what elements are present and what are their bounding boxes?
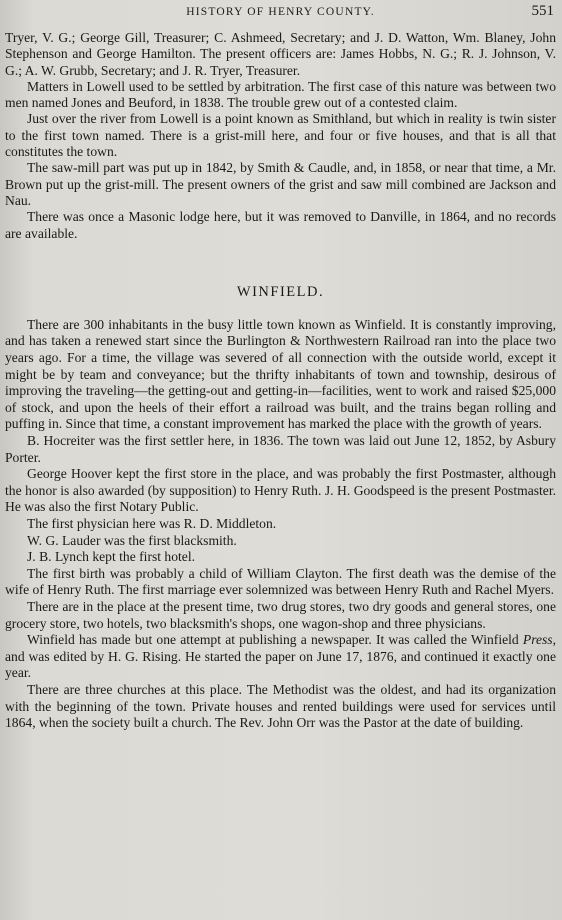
newspaper-paragraph: [5, 632, 556, 682]
newspaper-title: Press: [522, 632, 553, 648]
churches-paragraph: There are three churches at this place. The Methodist was the oldest, and had its organization with the beginning of the town. Private houses and rented buildings were used for services until 1864, when the society built a church. The Rev. John Orr was the Pastor at the date of building.: [5, 681, 556, 731]
paragraph: The first physician here was R. D. Middleton.: [27, 515, 277, 531]
paragraph: There was once a Masonic lodge here, but it was removed to Danville, in 1864, and no records are available.: [5, 209, 556, 241]
paragraph: Just over the river from Lowell is a point known as Smithland, but which in reality is twin sister to the first town named. There is a grist-mill here, and four or five houses, and that is all that constitutes the town.: [5, 111, 556, 160]
paragraph: George Hoover kept the first store in the place, and was probably the first Postmaster, although the honor is also awarded (by supposition) to Henry Ruth. J. H. Goodspeed is the present Postmaster. He was also the first Notary Public.: [5, 466, 556, 515]
paragraph: The first birth was probably a child of William Clayton. The first death was the demise of the wife of Henry Ruth. The first marriage ever solemnized was between Henry Ruth and Rachel Myers.: [5, 565, 556, 598]
paragraph: W. G. Lauder was the first blacksmith.: [27, 532, 237, 548]
section-heading: WINFIELD.: [236, 283, 325, 300]
winfield-section: [5, 317, 556, 732]
paragraph: Tryer, V. G.; George Gill, Treasurer; C. Ashmeed, Secretary; and J. D. Watton, Wm. Blaney, John Stephenson and George Hamilton. The present officers are: James Hobbs, N. G.; R. J. Johnson, V. G.; A. W. Grubb, Secretary; and J. R. Tryer, Treasurer.: [5, 30, 556, 78]
paragraph: Matters in Lowell used to be settled by arbitration. The first case of this nature was between two men named Jones and Beuford, in 1838. The trouble grew out of a contested claim.: [5, 78, 556, 111]
page-number: 551: [531, 3, 554, 19]
running-head: [5, 0, 556, 30]
paragraph: The saw-mill part was put up in 1842, by Smith & Caudle, and, in 1858, or near that time, a Mr. Brown put up the grist-mill. The present owners of the grist and saw mill combined are Jackson and Nau.: [5, 160, 556, 208]
lowell-section: [5, 30, 556, 242]
paragraph: There are 300 inhabitants in the busy little town known as Winfield. It is constantly improving, and has taken a renewed start since the Burlington & Northwestern Railroad ran into the place two years ago. For a time, the village was severed of all connection with the outside world, except it might be by team and conveyance; but the thrifty inhabitants of town and township, desirous of improving the traveling—the getting-out and getting-in—facilities, went to work and raised $25,000 of stock, and upon the heels of their effort a railroad was built, and the trains began rolling and puffing in. Since that time, a constant improvement has marked the place with the growth of years.: [5, 316, 556, 432]
running-title: HISTORY OF HENRY COUNTY.: [186, 6, 375, 18]
paragraph: There are in the place at the present time, two drug stores, two dry goods and general stores, one grocery store, two hotels, two blacksmith's shops, one wagon-shop and three physicians.: [5, 598, 556, 631]
newspaper-text-before: Winfield has made but one attempt at publishing a newspaper. It was called the Winfield: [27, 632, 523, 648]
newspaper-text-after: , and was edited by H. G. Rising. He started the paper on June 17, 1876, and continued it exactly one year.: [5, 632, 556, 681]
paragraph: J. B. Lynch kept the first hotel.: [27, 549, 196, 565]
section-gap: [5, 242, 556, 284]
paragraph: B. Hocreiter was the first settler here, in 1836. The town was laid out June 12, 1852, by Asbury Porter.: [5, 433, 556, 465]
